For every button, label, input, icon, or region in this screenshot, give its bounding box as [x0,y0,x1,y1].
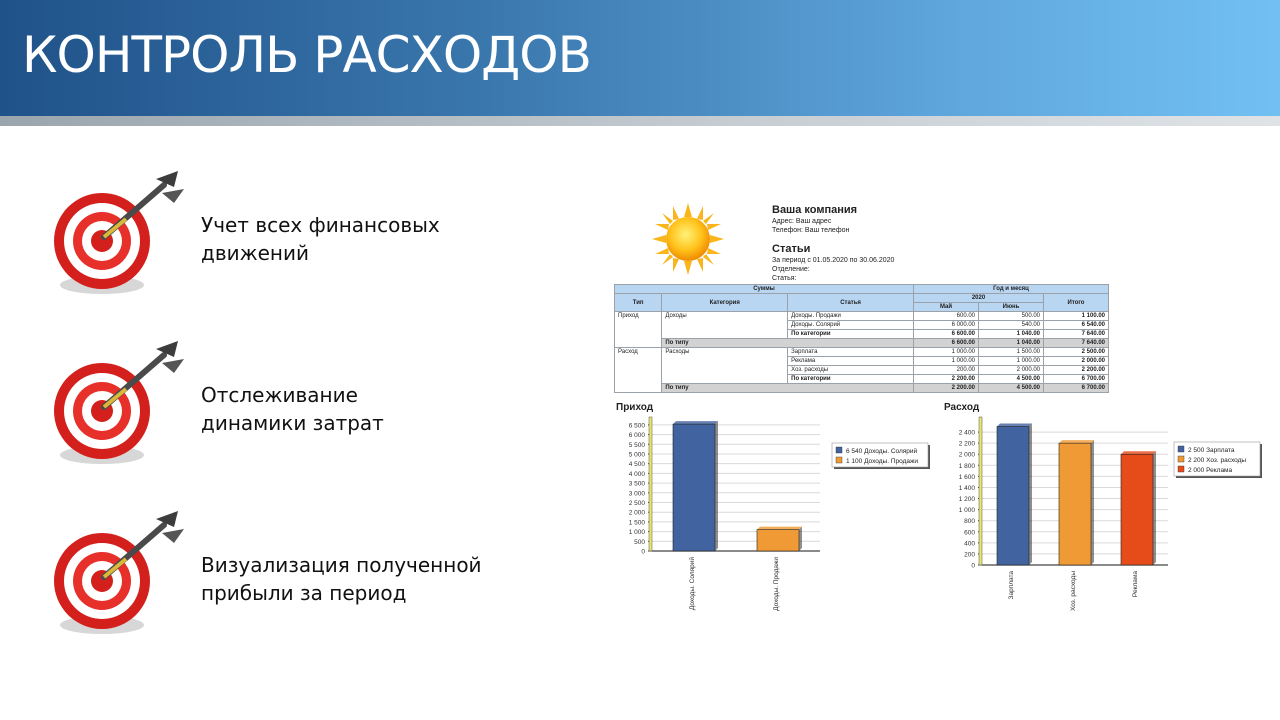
report-company: Ваша компания [772,204,858,216]
y-tick-label: 5 000 [628,451,645,459]
table-cell-june: 500.00 [979,312,1044,321]
y-tick-label: 6 500 [628,422,645,430]
chart-title: Приход [616,402,654,413]
bar-top [1059,440,1094,443]
bullet-text: Визуализация полученной прибыли за период [201,553,482,605]
bar-side [1153,451,1156,565]
y-tick-label: 4 000 [628,470,645,478]
y-tick-label: 500 [634,538,645,546]
chart-title: Расход [944,402,980,413]
y-tick-label: 1 500 [628,519,645,527]
table-cell-category: Расходы [662,348,788,384]
bullet-text: Отслеживание динамики затрат [201,383,384,435]
table-cell-article: По категории [788,330,914,339]
title-banner-stripe [0,116,1280,126]
report-title: Статьи [772,243,811,255]
dartboard-icon [52,167,192,307]
dartboard-icon [52,337,192,477]
table-cell-june: 1 040.00 [979,330,1044,339]
x-tick-label: Реклама [1132,571,1139,598]
bar-side [799,527,802,551]
legend-swatch [1178,456,1184,462]
y-tick-label: 1 000 [628,529,645,537]
report-address: Адрес: Ваш адрес [772,218,832,225]
table-group-header: Год и месяц [914,285,1109,294]
bar-top [1121,451,1156,454]
y-tick-label: 2 000 [628,509,645,517]
y-tick-label: 1 600 [958,473,975,481]
bullet-text: Учет всех финансовых движений [201,213,440,265]
sun-icon [652,203,724,275]
y-tick-label: 600 [964,529,975,537]
table-cell-may: 6 600.00 [914,339,979,348]
table-cell-type: Расход [615,348,662,393]
slide-title: КОНТРОЛЬ РАСХОДОВ [22,26,591,84]
table-cell-category: Доходы [662,312,788,339]
table-row [615,384,1109,393]
table-cell-total: 1 100.00 [1044,312,1109,321]
table-cell-may: 2 200.00 [914,384,979,393]
bullet-item [52,507,522,647]
y-tick-label: 0 [641,548,645,556]
y-tick-label: 200 [964,551,975,559]
income-chart [610,415,940,660]
table-cell-article: По категории [788,375,914,384]
y-tick-label: 3 500 [628,480,645,488]
table-cell-may: 6 600.00 [914,330,979,339]
report-header [772,203,972,283]
bar-top [757,527,802,530]
table-column-header: 2020 [914,294,1044,303]
y-tick-label: 800 [964,518,975,526]
expense-chart [940,415,1280,660]
legend-label: 6 540 Доходы. Солярий [846,448,918,455]
table-group-header: Суммы [615,285,914,294]
y-tick-label: 2 500 [628,499,645,507]
table-cell-total: 2 000.00 [1044,357,1109,366]
table-column-header: Итого [1044,294,1109,312]
bar-top [997,424,1032,427]
bar-top [673,421,718,424]
table-cell-total: 7 640.00 [1044,330,1109,339]
y-axis [649,417,652,551]
y-tick-label: 0 [971,562,975,570]
table-cell-june: 1 040.00 [979,339,1044,348]
y-axis [979,417,982,565]
table-column-header: Категория [662,294,788,312]
report-department: Отделение: [772,266,810,273]
x-tick-label: Хоз. расходы [1070,571,1077,611]
table-cell-article: Реклама [788,357,914,366]
table-cell-may: 6 000.00 [914,321,979,330]
legend-label: 2 000 Реклама [1188,467,1233,474]
table-column-header: Статья [788,294,914,312]
table-cell-total: 6 700.00 [1044,384,1109,393]
x-tick-label: Зарплата [1008,571,1015,600]
legend-swatch [1178,466,1184,472]
x-tick-label: Доходы. Продажи [773,557,780,611]
table-cell-total: 7 640.00 [1044,339,1109,348]
y-tick-label: 3 000 [628,490,645,498]
chart-bar [1121,454,1153,565]
table-cell-total: 2 200.00 [1044,366,1109,375]
bar-side [1029,424,1032,565]
table-column-header: Май [914,303,979,312]
table-cell-may: 200.00 [914,366,979,375]
table-row [615,339,1109,348]
report-article: Статья: [772,275,797,282]
legend-swatch [836,447,842,453]
table-cell-may: 1 000.00 [914,348,979,357]
table-cell-may: 600.00 [914,312,979,321]
table-cell-article: Доходы. Солярий [788,321,914,330]
legend-label: 2 200 Хоз. расходы [1188,457,1247,464]
chart-bar [997,427,1029,565]
report-phone: Телефон: Ваш телефон [772,227,850,234]
table-cell-total: 2 500.00 [1044,348,1109,357]
chart-bar [1059,443,1091,565]
table-cell-june: 1 000.00 [979,357,1044,366]
table-column-header: Июнь [979,303,1044,312]
table-cell-category: По типу [662,339,914,348]
chart-bar [757,530,799,551]
legend-label: 2 500 Зарплата [1188,447,1235,454]
report-screenshot [600,195,1280,655]
table-column-header: Тип [615,294,662,312]
legend-swatch [1178,446,1184,452]
table-cell-total: 6 540.00 [1044,321,1109,330]
chart-bar [673,424,715,551]
legend-label: 1 100 Доходы. Продажи [846,458,918,465]
report-table [614,284,1109,393]
bullet-item [52,337,522,477]
y-tick-label: 6 000 [628,432,645,440]
y-tick-label: 400 [964,540,975,548]
table-row [615,348,1109,357]
x-tick-label: Доходы. Солярий [689,557,696,611]
bullet-item [52,167,522,307]
table-cell-article: Хоз. расходы [788,366,914,375]
y-tick-label: 1 400 [958,484,975,492]
table-cell-june: 540.00 [979,321,1044,330]
legend-swatch [836,457,842,463]
bar-side [1091,440,1094,565]
report-period: За период с 01.05.2020 по 30.06.2020 [772,257,895,264]
table-cell-june: 1 500.00 [979,348,1044,357]
y-tick-label: 2 000 [958,451,975,459]
y-tick-label: 1 000 [958,507,975,515]
table-row [615,312,1109,321]
y-tick-label: 1 200 [958,496,975,504]
table-cell-article: Доходы. Продажи [788,312,914,321]
table-cell-june: 4 500.00 [979,384,1044,393]
y-tick-label: 5 500 [628,441,645,449]
dartboard-icon [52,507,192,647]
y-tick-label: 2 200 [958,440,975,448]
y-tick-label: 2 400 [958,429,975,437]
table-cell-type: Приход [615,312,662,348]
bar-side [715,421,718,551]
table-cell-june: 4 500.00 [979,375,1044,384]
table-cell-may: 1 000.00 [914,357,979,366]
table-cell-article: Зарплата [788,348,914,357]
table-cell-category: По типу [662,384,914,393]
table-cell-june: 2 000.00 [979,366,1044,375]
y-tick-label: 4 500 [628,461,645,469]
table-cell-may: 2 200.00 [914,375,979,384]
y-tick-label: 1 800 [958,462,975,470]
table-cell-total: 6 700.00 [1044,375,1109,384]
